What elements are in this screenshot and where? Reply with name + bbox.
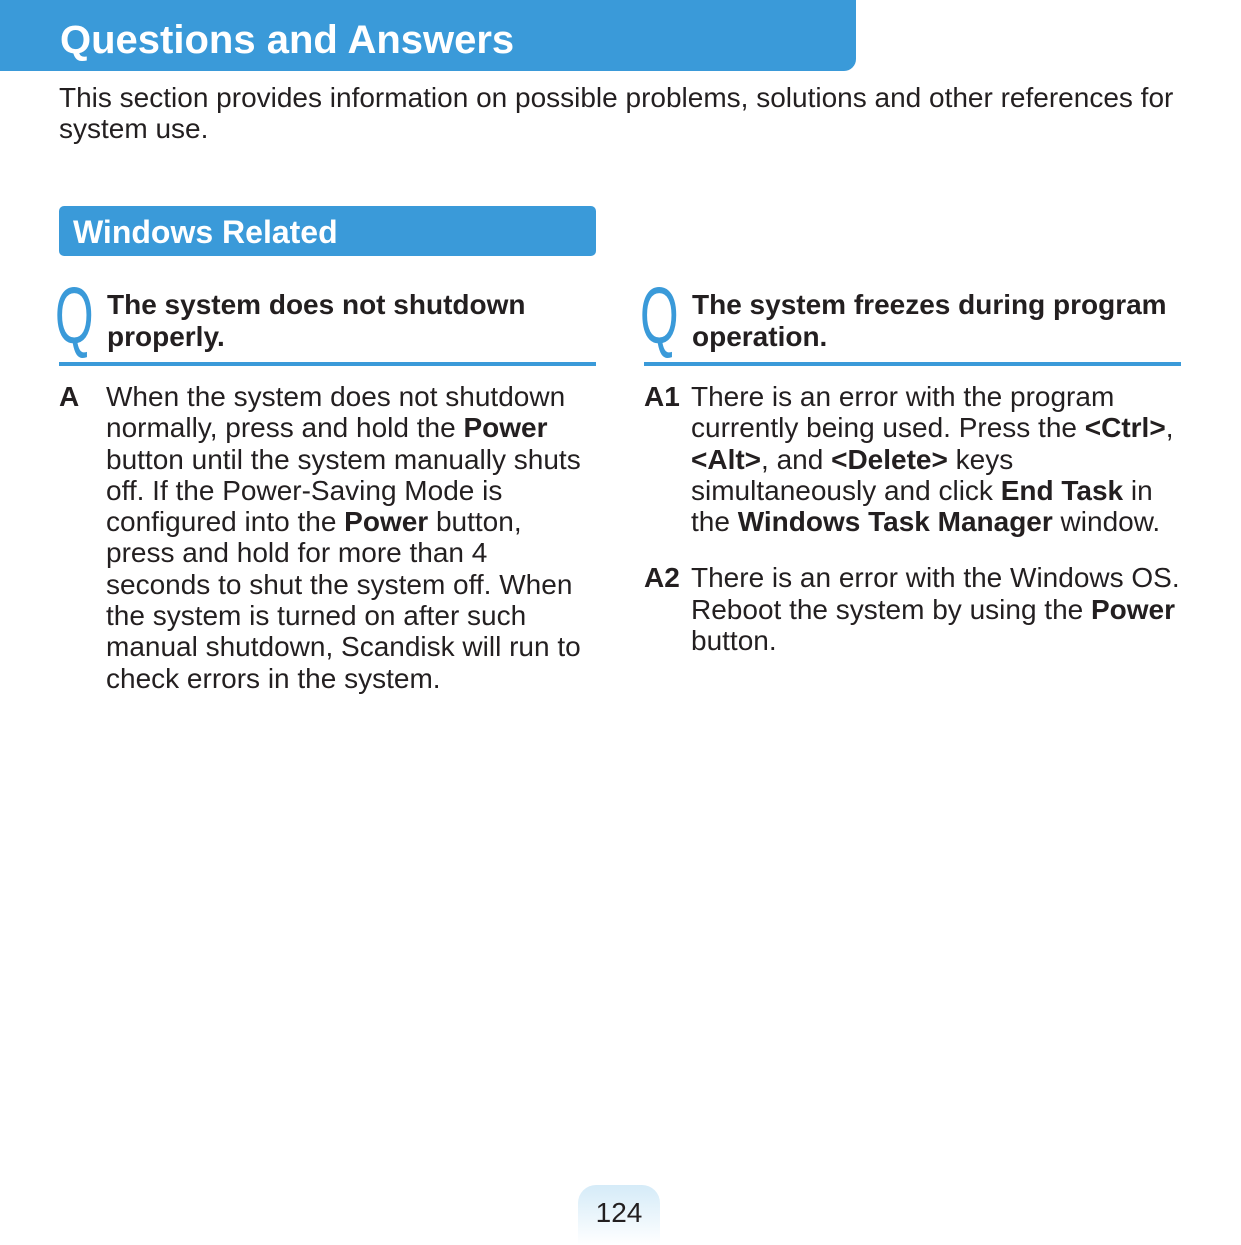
question-header bbox=[55, 271, 596, 366]
answer-text-run: There is an error with the program currently being used. Press the bbox=[691, 381, 1115, 444]
bold-term: End Task bbox=[1000, 474, 1124, 506]
answer-text bbox=[691, 562, 1181, 656]
answer-text-run: button. bbox=[691, 625, 777, 657]
q-marker: Q bbox=[640, 271, 679, 360]
question-header bbox=[640, 271, 1181, 366]
answer-text-run: When the system does not shutdown normally, press and hold the bbox=[106, 381, 566, 444]
qa-block-freeze bbox=[640, 271, 1181, 657]
answer-text-run: button until the system manually shuts off. If the Power-Saving Mode is configured into the bbox=[106, 443, 581, 538]
answer-text bbox=[691, 381, 1181, 537]
answer-item bbox=[644, 381, 1181, 537]
answer-text-run: , bbox=[1165, 412, 1174, 444]
answer-text-run: keys simultaneously and click bbox=[691, 443, 1014, 506]
bold-term: <Alt> bbox=[691, 443, 762, 475]
answer-item bbox=[644, 562, 1181, 656]
page-number-tab bbox=[578, 1185, 660, 1245]
answer-item bbox=[59, 381, 596, 694]
page-title: Questions and Answers bbox=[60, 18, 515, 62]
section-header bbox=[59, 206, 596, 256]
question-text: The system does not shutdown properly. bbox=[107, 289, 526, 352]
answer-text-run: button, press and hold for more than 4 seconds to shut the system off. When the system is turned on after such manual shutdown, Scandisk will run to check errors in the system. bbox=[106, 506, 581, 694]
q-marker: Q bbox=[55, 271, 94, 360]
bold-term: Power bbox=[1091, 593, 1176, 625]
bold-term: Power bbox=[344, 506, 429, 538]
qa-block-shutdown bbox=[55, 271, 596, 694]
answer-text-run: in the bbox=[691, 474, 1153, 538]
bold-term: Power bbox=[463, 412, 548, 444]
bold-term: <Ctrl> bbox=[1084, 412, 1166, 444]
intro-paragraph: This section provides information on possible problems, solutions and other references for system use. bbox=[59, 82, 1174, 144]
bold-term: <Delete> bbox=[831, 443, 948, 475]
page-number: 124 bbox=[595, 1197, 643, 1228]
answer-label: A2 bbox=[644, 562, 680, 594]
answer-label: A bbox=[59, 381, 80, 412]
section-title: Windows Related bbox=[73, 214, 338, 250]
answer-text-run: , and bbox=[761, 443, 832, 475]
answer-text bbox=[106, 381, 596, 694]
answer-label: A1 bbox=[644, 381, 680, 412]
title-bar bbox=[0, 0, 856, 71]
answer-text-run: window. bbox=[1052, 506, 1161, 538]
bold-term: Windows Task Manager bbox=[737, 506, 1053, 538]
answer-text-run: There is an error with the Windows OS. Reboot the system by using the bbox=[691, 562, 1180, 625]
question-text: The system freezes during program operation. bbox=[692, 289, 1167, 352]
